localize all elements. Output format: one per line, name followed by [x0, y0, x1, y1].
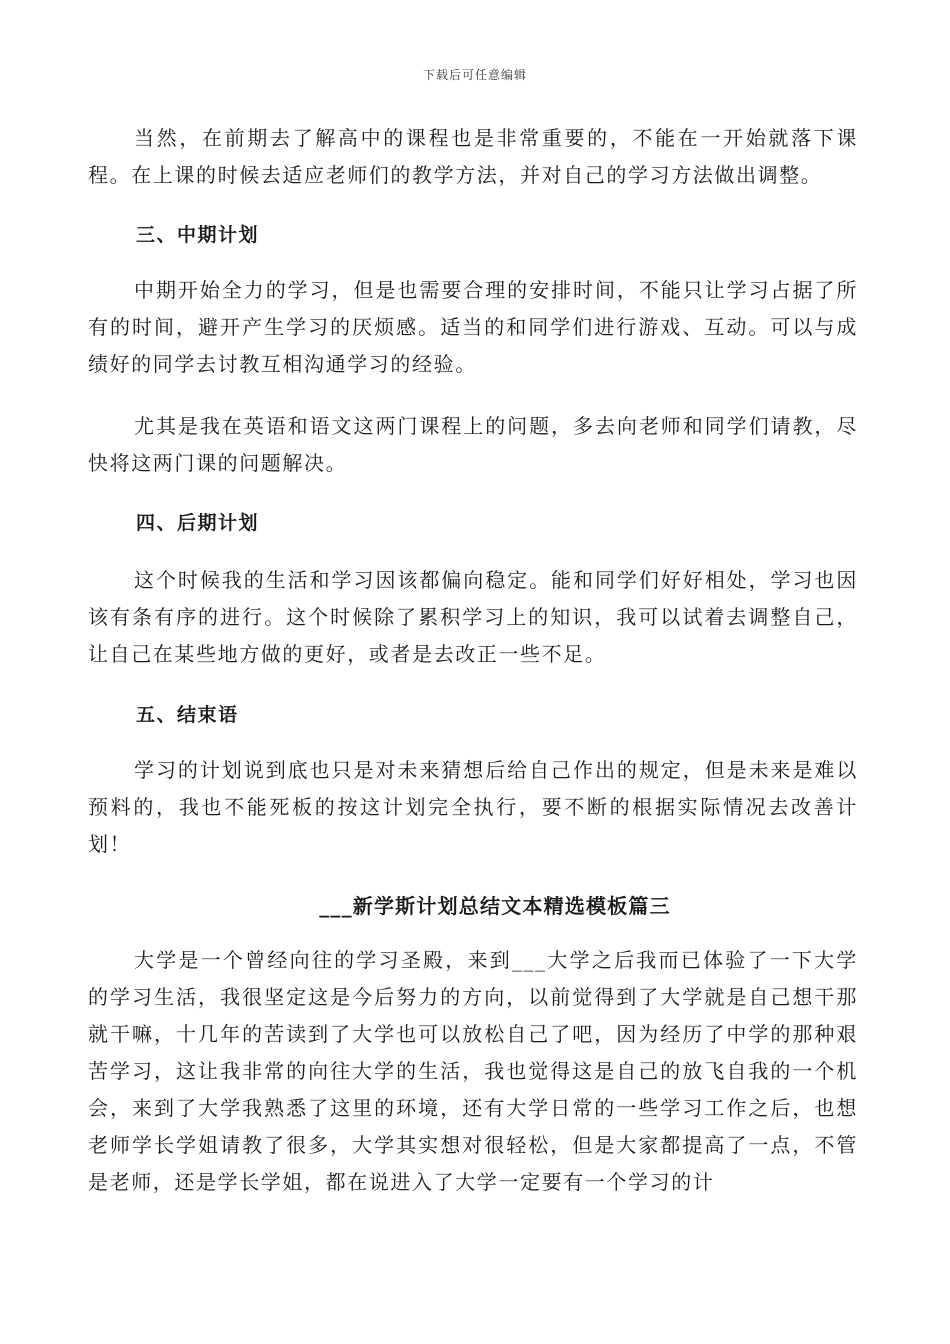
page-header: 下载后可任意编辑	[422, 68, 527, 82]
heading-late-term: 四、后期计划	[136, 512, 260, 534]
paragraph-conclusion: 学习的计划说到底也只是对未来猜想后给自己作出的规定，但是未来是难以预料的，我也不能死板的按这计划完全执行，要不断的根据实际情况去改善计划！	[88, 758, 858, 856]
paragraph-early-plan: 当然，在前期去了解高中的课程也是非常重要的，不能在一开始就落下课程。在上课的时候去适应老师们的教学方法，并对自己的学习方法做出调整。	[88, 126, 858, 187]
paragraph-university: 大学是一个曾经向往的学习圣殿，来到___大学之后我而已体验了一下大学的学习生活，我很坚定这是今后努力的方向，以前觉得到了大学就是自己想干那就干嘛，十几年的苦读到了大学也可以放松自己了吧，因为经历了中学的那种艰苦学习，这让我非常的向往大学的生活，我也觉得这是自己的放飞自我的一个机会，来到了大学我熟悉了这里的环境，还有大学日常的一些学习工作之后，也想老师学长学姐请教了很多，大学其实想对很轻松，但是大家都提高了一点，不管是老师，还是学长学姐，都在说进入了大学一定要有一个学习的计	[88, 948, 858, 1194]
paragraph-english-chinese: 尤其是我在英语和语文这两门课程上的问题，多去向老师和同学们请教，尽快将这两门课的问题解决。	[88, 414, 858, 475]
paragraph-mid-term: 中期开始全力的学习，但是也需要合理的安排时间，不能只让学习占据了所有的时间，避开产生学习的厌烦感。适当的和同学们进行游戏、互动。可以与成绩好的同学去讨教互相沟通学习的经验。	[88, 278, 858, 376]
article-title: ___新学斯计划总结文本精选模板篇三	[319, 894, 671, 918]
heading-conclusion: 五、结束语	[136, 704, 239, 726]
heading-mid-term: 三、中期计划	[136, 224, 260, 246]
paragraph-late-term: 这个时候我的生活和学习因该都偏向稳定。能和同学们好好相处，学习也因该有条有序的进行。这个时候除了累积学习上的知识，我可以试着去调整自己，让自己在某些地方做的更好，或者是去改正一些不足。	[88, 568, 858, 666]
